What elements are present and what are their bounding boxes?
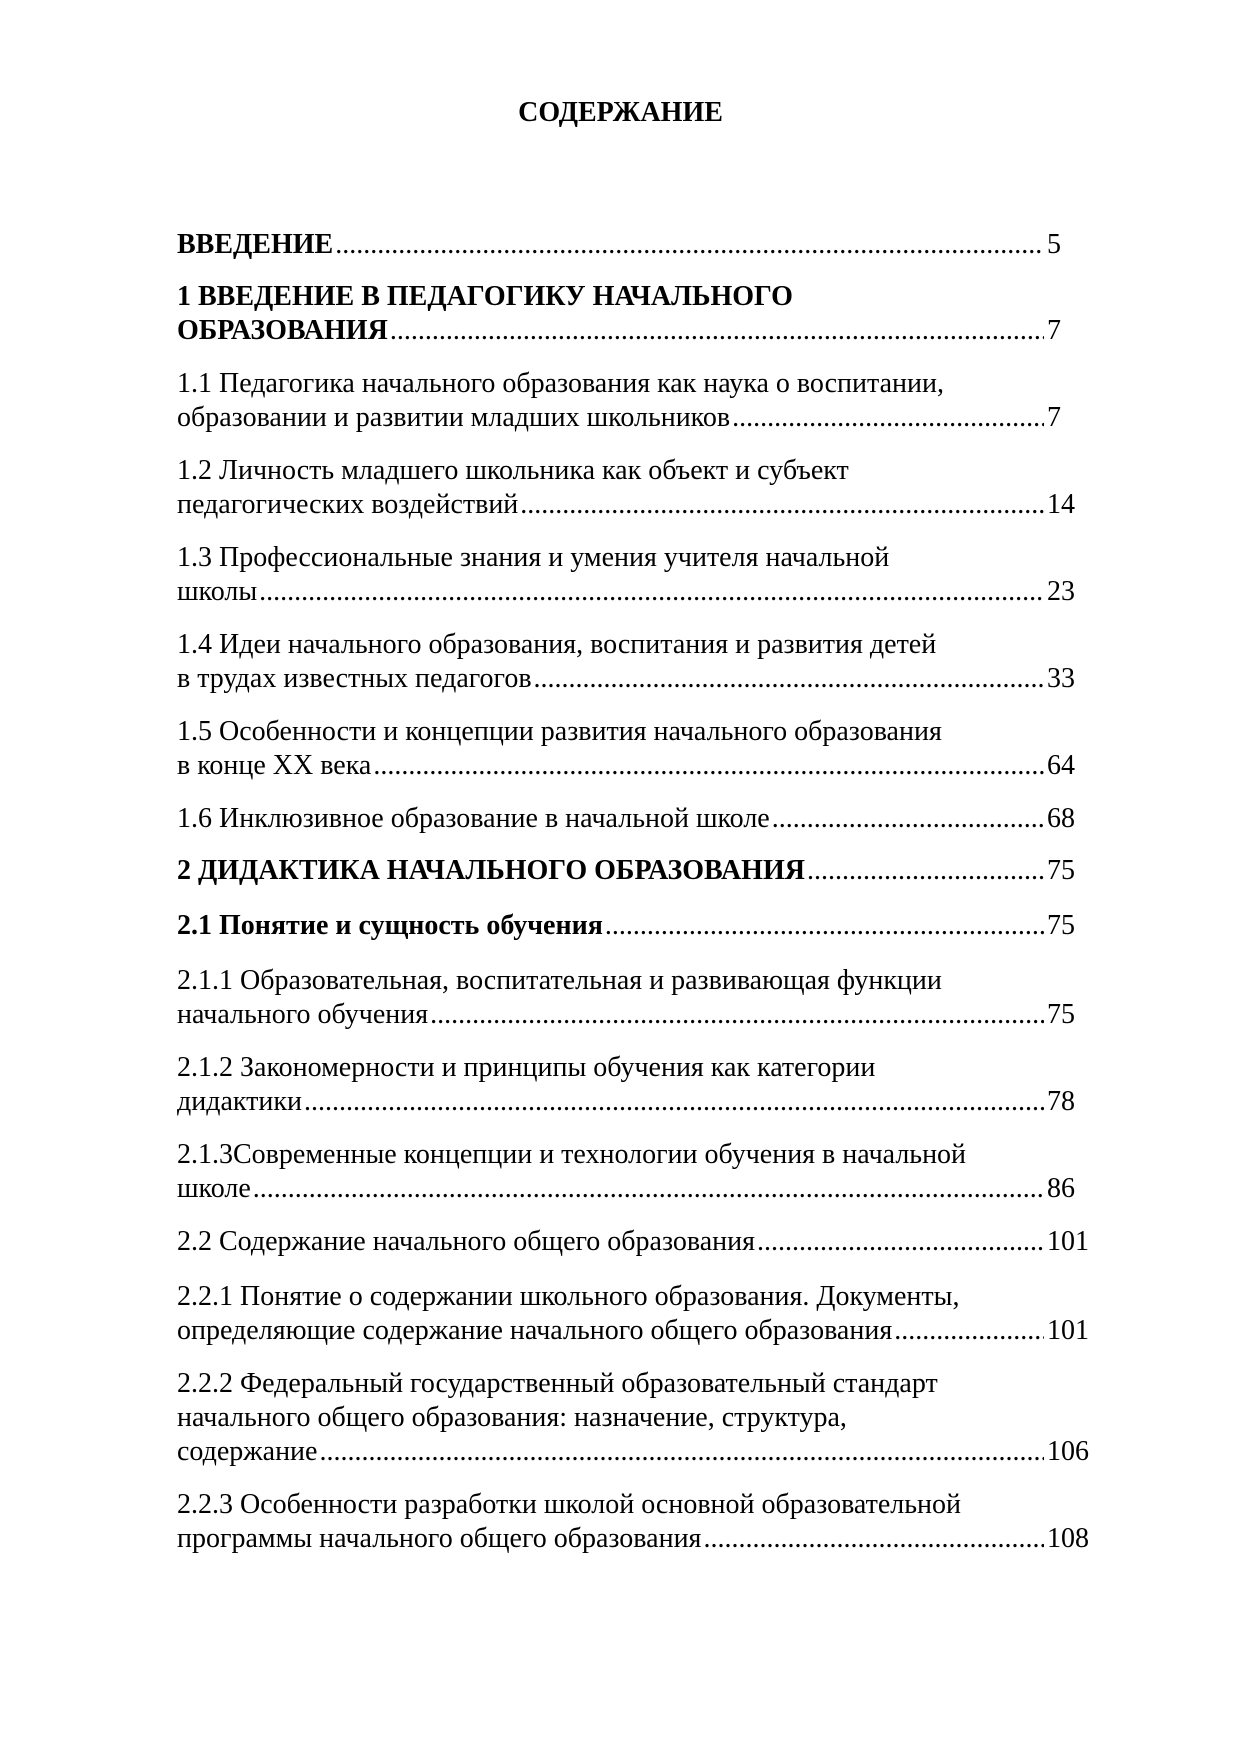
toc-entry[interactable] [177,1280,1097,1348]
toc-entry-line: 2.1.1 Образовательная, воспитательная и развивающая функции [177,965,942,996]
toc-entry-title: образовании и развитии младших школьников [177,402,731,433]
toc-entry-line: 2.1.3Современные концепции и технологии обучения в начальной [177,1139,967,1170]
toc-last-line [177,909,1097,943]
toc-entry[interactable] [177,1225,1097,1259]
toc-page-number: 86 [1047,1173,1075,1204]
toc-last-line [177,488,1097,522]
toc-page-number: 78 [1047,1086,1075,1117]
toc-page-number: 68 [1047,803,1075,834]
toc-entry-title: 2.2 Содержание начального общего образования [177,1226,755,1257]
toc-last-line [177,854,1097,888]
dot-leader [894,1314,1044,1348]
toc-entry-title: дидактики [177,1086,302,1117]
toc-entry-title: 1.6 Инклюзивное образование в начальной школе [177,803,770,834]
toc-page-number: 101 [1047,1226,1089,1257]
toc-entry-title: школы [177,576,258,607]
dot-leader [534,662,1044,696]
dot-leader [319,1435,1044,1469]
dot-leader [253,1172,1044,1206]
toc-last-line [177,802,1097,836]
toc-entry-title: в конце XX века [177,750,372,781]
toc-entry-title: 2 ДИДАКТИКА НАЧАЛЬНОГО ОБРАЗОВАНИЯ [177,855,805,886]
toc-entry[interactable] [177,802,1097,836]
toc-entry-line: 2.2.2 Федеральный государственный образовательный стандарт [177,1368,938,1399]
dot-leader [390,314,1044,348]
toc-page-number: 7 [1047,402,1061,433]
toc-last-line [177,1225,1097,1259]
toc-page-number: 108 [1047,1523,1089,1554]
toc-entry[interactable] [177,854,1097,888]
toc-entry[interactable] [177,715,1097,783]
toc-last-line [177,401,1097,435]
toc-entry-title: в трудах известных педагогов [177,663,532,694]
toc-entry[interactable] [177,1138,1097,1206]
toc-entry-title: содержание [177,1436,318,1467]
toc-entry-title: начального обучения [177,999,429,1030]
dot-leader [259,575,1044,609]
toc-page-number: 23 [1047,576,1075,607]
toc-entry-line: 2.2.1 Понятие о содержании школьного образования. Документы, [177,1281,960,1312]
toc-entry-line: 1.4 Идеи начального образования, воспитания и развития детей [177,629,937,660]
toc-last-line [177,1172,1097,1206]
toc-entry-line: начального общего образования: назначение, структура, [177,1402,847,1433]
toc-page-number: 75 [1047,999,1075,1030]
toc-last-line [177,1435,1097,1469]
dot-leader [757,1225,1044,1259]
toc-entry-title: 2.1 Понятие и сущность обучения [177,910,603,941]
toc-entry-line: 1 ВВЕДЕНИЕ В ПЕДАГОГИКУ НАЧАЛЬНОГО [177,281,793,312]
dot-leader [703,1522,1044,1556]
toc-entry[interactable] [177,228,1097,262]
toc-entry[interactable] [177,1488,1097,1556]
toc-entry-line: 2.1.2 Закономерности и принципы обучения как категории [177,1052,876,1083]
dot-leader [335,228,1044,262]
toc-page-number: 64 [1047,750,1075,781]
toc-last-line [177,1522,1097,1556]
toc-entry-title: определяющие содержание начального общего образования [177,1315,893,1346]
toc-entry[interactable] [177,1051,1097,1119]
toc-entry-line: 1.5 Особенности и концепции развития начального образования [177,716,942,747]
toc-entry-title: педагогических воздействий [177,489,519,520]
toc-page-number: 75 [1047,910,1075,941]
page-title: СОДЕРЖАНИЕ [518,97,723,128]
toc-entry-line: 1.1 Педагогика начального образования как наука о воспитании, [177,368,944,399]
toc-last-line [177,314,1097,348]
dot-leader [605,909,1044,943]
toc-page-number: 14 [1047,489,1075,520]
toc-page-number: 5 [1047,229,1061,260]
toc-entry-line: 1.2 Личность младшего школьника как объект и субъект [177,455,849,486]
toc-page-number: 7 [1047,315,1061,346]
toc-entry[interactable] [177,280,1097,348]
toc-entry-line: 2.2.3 Особенности разработки школой основной образовательной [177,1489,962,1520]
dot-leader [520,488,1044,522]
toc-entry[interactable] [177,454,1097,522]
dot-leader [430,998,1044,1032]
toc-last-line [177,749,1097,783]
toc-entry-title: ОБРАЗОВАНИЯ [177,315,388,346]
toc-page-number: 106 [1047,1436,1089,1467]
dot-leader [732,401,1044,435]
toc-entry-title: школе [177,1173,251,1204]
toc-last-line [177,1085,1097,1119]
toc-entry-title: ВВЕДЕНИЕ [177,229,334,260]
toc-entry[interactable] [177,964,1097,1032]
toc-last-line [177,998,1097,1032]
toc-entry-line: 1.3 Профессиональные знания и умения учителя начальной [177,542,890,573]
toc-last-line [177,662,1097,696]
toc-last-line [177,1314,1097,1348]
toc-entry[interactable] [177,909,1097,943]
dot-leader [373,749,1044,783]
toc-last-line [177,228,1097,262]
toc-page-number: 75 [1047,855,1075,886]
dot-leader [772,802,1044,836]
dot-leader [807,854,1044,888]
dot-leader [304,1085,1044,1119]
toc-entry[interactable] [177,541,1097,609]
toc-entry[interactable] [177,1367,1097,1469]
toc-entry[interactable] [177,628,1097,696]
toc-page-number: 33 [1047,663,1075,694]
toc-last-line [177,575,1097,609]
toc-entry-title: программы начального общего образования [177,1523,702,1554]
toc-page-number: 101 [1047,1315,1089,1346]
toc-entry[interactable] [177,367,1097,435]
